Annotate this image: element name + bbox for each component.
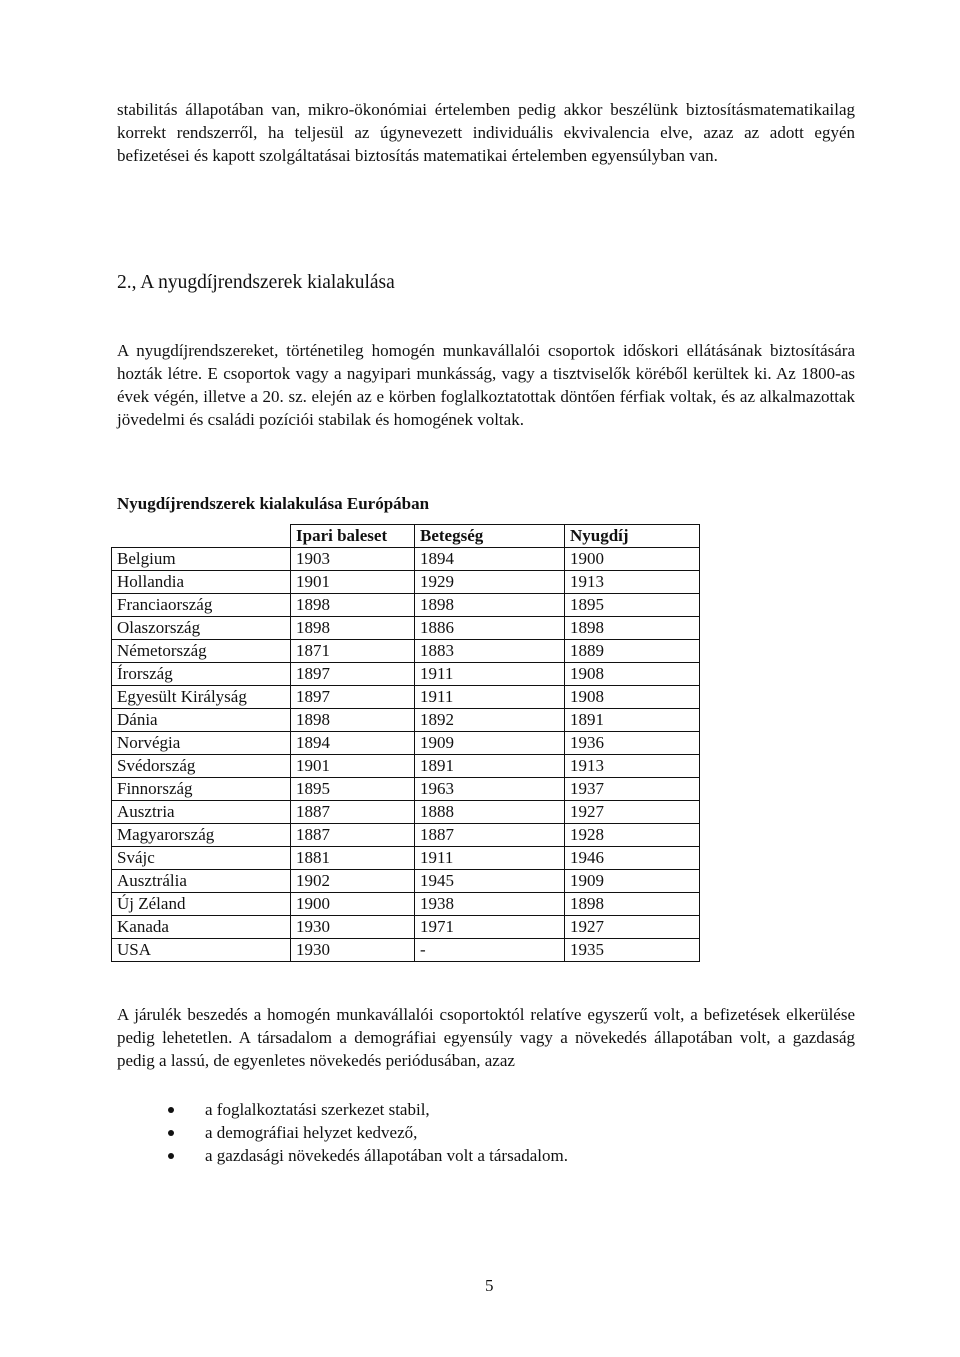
table-header-cell: Ipari baleset bbox=[291, 525, 415, 548]
year-cell: 1894 bbox=[291, 732, 415, 755]
table-header-row bbox=[112, 525, 700, 548]
year-cell: 1909 bbox=[565, 870, 700, 893]
section-heading: 2., A nyugdíjrendszerek kialakulása bbox=[117, 272, 395, 293]
pension-systems-table bbox=[111, 524, 700, 962]
table-row bbox=[112, 755, 700, 778]
year-cell: 1901 bbox=[291, 755, 415, 778]
country-cell: Egyesült Királyság bbox=[112, 686, 291, 709]
table-header-cell: Nyugdíj bbox=[565, 525, 700, 548]
country-cell: Ausztrália bbox=[112, 870, 291, 893]
table-row bbox=[112, 870, 700, 893]
year-cell: 1898 bbox=[291, 594, 415, 617]
year-cell: 1911 bbox=[415, 686, 565, 709]
table-row bbox=[112, 847, 700, 870]
list-item bbox=[165, 1098, 568, 1121]
section-body-paragraph: A nyugdíjrendszereket, történetileg homogén munkavállalói csoportok időskori ellátásának biztosítására hozták létre. E csoportok vagy a nagyipari munkásság, vagy a tisztviselők köréből kerültek ki. Az 1800-as évek végén, illetve a 20. sz. elején az e körben foglalkoztatottak döntően férfiak voltak, és az alkalmazottak jövedelmi és családi pozíciói stabilak és homogének voltak. bbox=[117, 341, 855, 429]
year-cell: 1903 bbox=[291, 548, 415, 571]
year-cell: 1881 bbox=[291, 847, 415, 870]
year-cell: 1883 bbox=[415, 640, 565, 663]
year-cell: 1887 bbox=[291, 824, 415, 847]
year-cell: 1898 bbox=[291, 617, 415, 640]
year-cell: 1897 bbox=[291, 663, 415, 686]
country-cell: Franciaország bbox=[112, 594, 291, 617]
year-cell: - bbox=[415, 939, 565, 962]
page-number: 5 bbox=[485, 1276, 494, 1295]
year-cell: 1871 bbox=[291, 640, 415, 663]
year-cell: 1946 bbox=[565, 847, 700, 870]
table-header-cell: Betegség bbox=[415, 525, 565, 548]
year-cell: 1898 bbox=[291, 709, 415, 732]
country-cell: Kanada bbox=[112, 916, 291, 939]
year-cell: 1908 bbox=[565, 663, 700, 686]
year-cell: 1913 bbox=[565, 755, 700, 778]
year-cell: 1894 bbox=[415, 548, 565, 571]
year-cell: 1892 bbox=[415, 709, 565, 732]
country-cell: Magyarország bbox=[112, 824, 291, 847]
table-row bbox=[112, 939, 700, 962]
year-cell: 1927 bbox=[565, 801, 700, 824]
table-row bbox=[112, 548, 700, 571]
table-header-cell bbox=[112, 525, 291, 548]
year-cell: 1929 bbox=[415, 571, 565, 594]
year-cell: 1936 bbox=[565, 732, 700, 755]
table-row bbox=[112, 732, 700, 755]
year-cell: 1971 bbox=[415, 916, 565, 939]
table-row bbox=[112, 778, 700, 801]
year-cell: 1945 bbox=[415, 870, 565, 893]
country-cell: Belgium bbox=[112, 548, 291, 571]
bullet-icon bbox=[168, 1130, 174, 1136]
table-row bbox=[112, 640, 700, 663]
year-cell: 1928 bbox=[565, 824, 700, 847]
year-cell: 1938 bbox=[415, 893, 565, 916]
year-cell: 1908 bbox=[565, 686, 700, 709]
year-cell: 1927 bbox=[565, 916, 700, 939]
country-cell: Írország bbox=[112, 663, 291, 686]
year-cell: 1898 bbox=[565, 893, 700, 916]
year-cell: 1901 bbox=[291, 571, 415, 594]
list-item-text: a gazdasági növekedés állapotában volt a társadalom. bbox=[205, 1146, 568, 1165]
list-item bbox=[165, 1121, 568, 1144]
bullet-icon bbox=[168, 1107, 174, 1113]
country-cell: USA bbox=[112, 939, 291, 962]
list-item-text: a demográfiai helyzet kedvező, bbox=[205, 1123, 418, 1142]
year-cell: 1935 bbox=[565, 939, 700, 962]
table-row bbox=[112, 824, 700, 847]
country-cell: Olaszország bbox=[112, 617, 291, 640]
country-cell: Svédország bbox=[112, 755, 291, 778]
country-cell: Új Zéland bbox=[112, 893, 291, 916]
year-cell: 1888 bbox=[415, 801, 565, 824]
year-cell: 1930 bbox=[291, 916, 415, 939]
year-cell: 1887 bbox=[415, 824, 565, 847]
year-cell: 1895 bbox=[565, 594, 700, 617]
country-cell: Ausztria bbox=[112, 801, 291, 824]
table-title: Nyugdíjrendszerek kialakulása Európában bbox=[117, 494, 430, 513]
year-cell: 1900 bbox=[291, 893, 415, 916]
table-row bbox=[112, 617, 700, 640]
year-cell: 1897 bbox=[291, 686, 415, 709]
table-row bbox=[112, 916, 700, 939]
country-cell: Németország bbox=[112, 640, 291, 663]
country-cell: Hollandia bbox=[112, 571, 291, 594]
year-cell: 1895 bbox=[291, 778, 415, 801]
country-cell: Norvégia bbox=[112, 732, 291, 755]
year-cell: 1913 bbox=[565, 571, 700, 594]
year-cell: 1911 bbox=[415, 847, 565, 870]
year-cell: 1898 bbox=[415, 594, 565, 617]
year-cell: 1886 bbox=[415, 617, 565, 640]
year-cell: 1900 bbox=[565, 548, 700, 571]
year-cell: 1891 bbox=[415, 755, 565, 778]
year-cell: 1889 bbox=[565, 640, 700, 663]
country-cell: Svájc bbox=[112, 847, 291, 870]
table-body bbox=[112, 548, 700, 962]
bullet-icon bbox=[168, 1153, 174, 1159]
year-cell: 1887 bbox=[291, 801, 415, 824]
after-table-paragraph: A járulék beszedés a homogén munkavállalói csoportoktól relatíve egyszerű volt, a befizetések elkerülése pedig lehetetlen. A társadalom a demográfiai egyensúly vagy a növekedés állapotában volt, a gazdaság pedig a lassú, de egyenletes növekedés periódusában, azaz bbox=[117, 1005, 855, 1070]
year-cell: 1930 bbox=[291, 939, 415, 962]
year-cell: 1902 bbox=[291, 870, 415, 893]
country-cell: Dánia bbox=[112, 709, 291, 732]
year-cell: 1963 bbox=[415, 778, 565, 801]
year-cell: 1909 bbox=[415, 732, 565, 755]
year-cell: 1891 bbox=[565, 709, 700, 732]
year-cell: 1937 bbox=[565, 778, 700, 801]
year-cell: 1911 bbox=[415, 663, 565, 686]
country-cell: Finnország bbox=[112, 778, 291, 801]
condition-list bbox=[165, 1098, 568, 1167]
table-row bbox=[112, 801, 700, 824]
intro-paragraph: stabilitás állapotában van, mikro-ökonómiai értelemben pedig akkor beszélünk biztosításmatematikailag korrekt rendszerről, ha teljesül az úgynevezett individuális ekvivalencia elve, azaz az adott egyén befizetései és kapott szolgáltatásai biztosítás matematikai értelemben egyensúlyban van. bbox=[117, 100, 855, 165]
list-item bbox=[165, 1144, 568, 1167]
table-row bbox=[112, 893, 700, 916]
table-row bbox=[112, 686, 700, 709]
table-row bbox=[112, 594, 700, 617]
year-cell: 1898 bbox=[565, 617, 700, 640]
list-item-text: a foglalkoztatási szerkezet stabil, bbox=[205, 1100, 430, 1119]
table-row bbox=[112, 709, 700, 732]
table-row bbox=[112, 571, 700, 594]
table-row bbox=[112, 663, 700, 686]
